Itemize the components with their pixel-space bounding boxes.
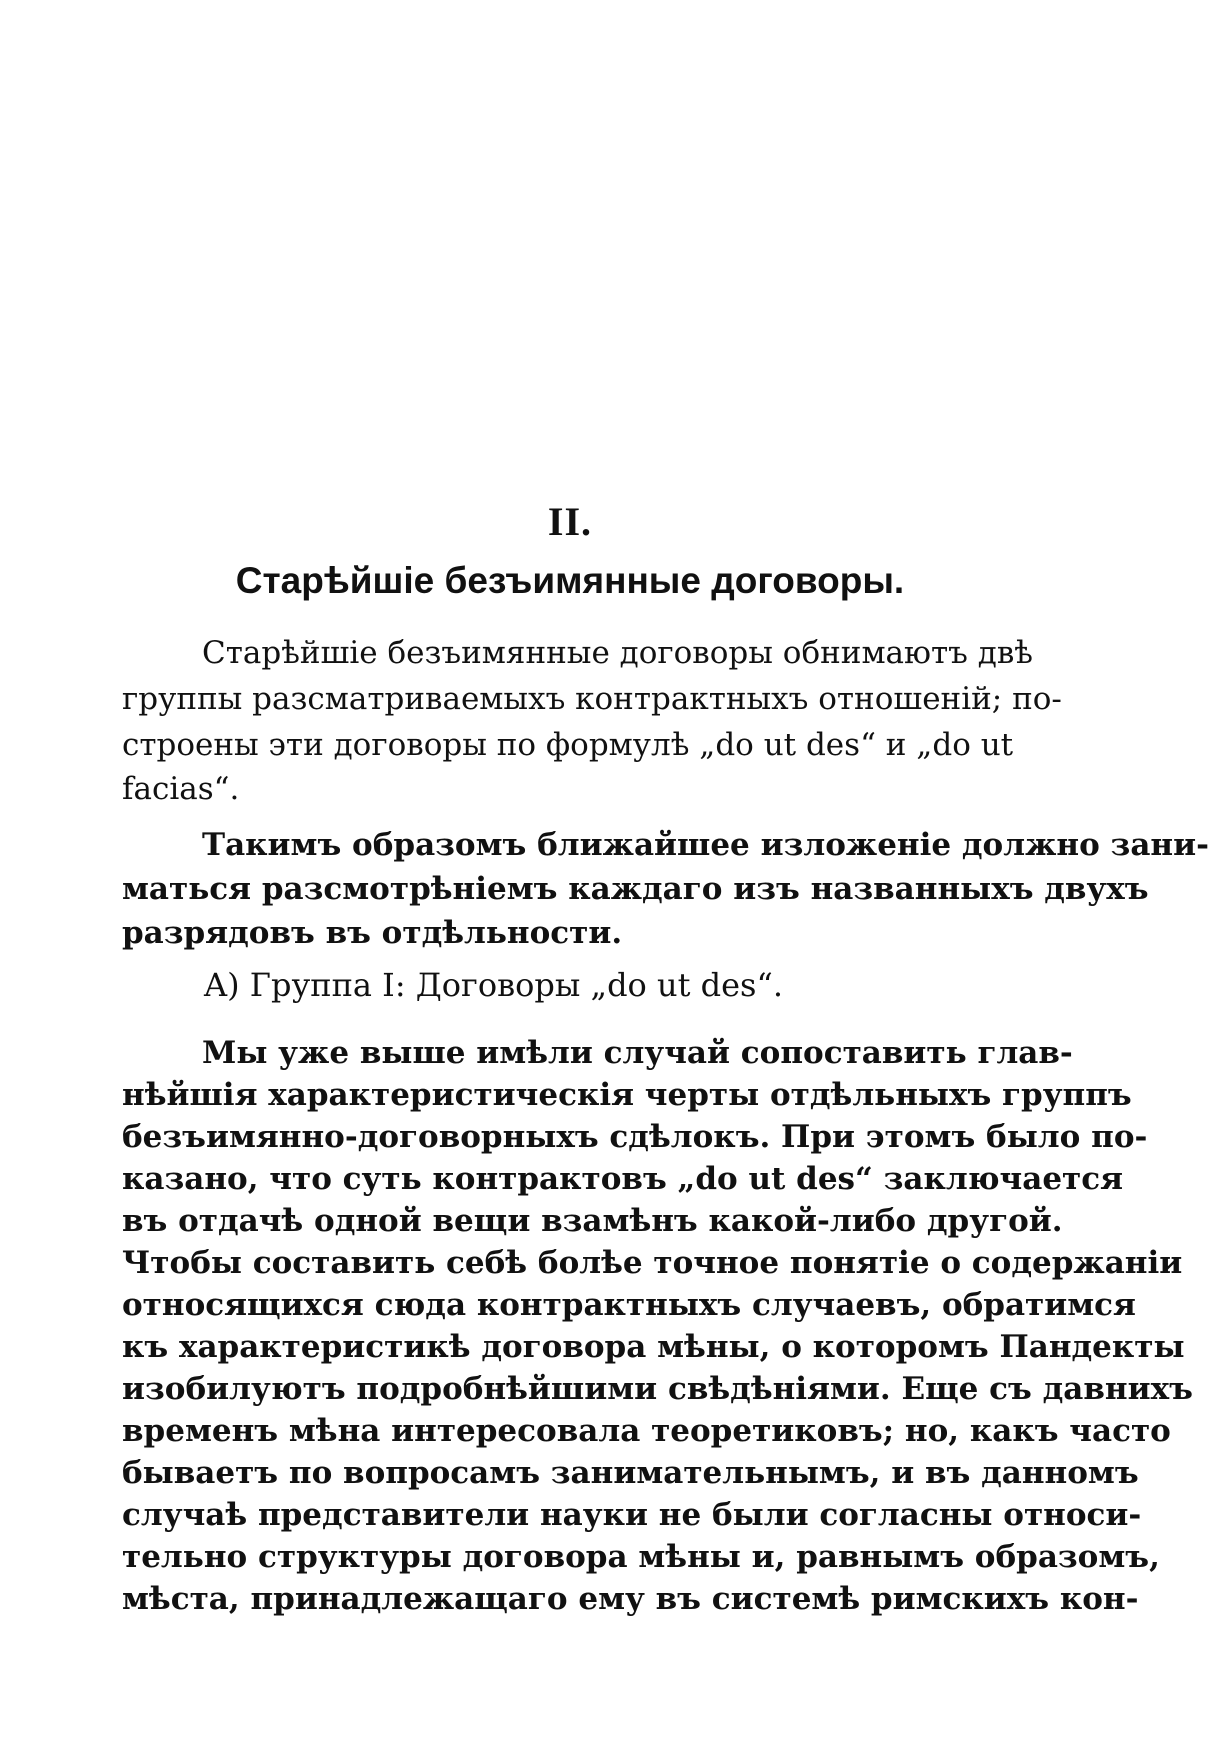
paragraph-2-line-1: Такимъ образомъ ближайшее изложеніе должно зани- [202,827,1209,863]
paragraph-3-line-14: мѣста, принадлежащаго ему въ системѣ римскихъ кон- [122,1581,1139,1617]
paragraph-3-line-8: къ характеристикѣ договора мѣны, о которомъ Пандекты [122,1329,1185,1365]
chapter-title: Старѣйшіе безъимянные договоры. [235,560,905,601]
paragraph-3-line-2: нѣйшія характеристическія черты отдѣльныхъ группъ [122,1077,1132,1113]
paragraph-3-line-10: временъ мѣна интересовала теоретиковъ; но, какъ часто [122,1413,1171,1449]
paragraph-1-line-3: строены эти договоры по формулѣ „do ut des“ и „do ut [122,727,1014,763]
paragraph-3-line-7: относящихся сюда контрактныхъ случаевъ, обратимся [122,1287,1136,1323]
paragraph-3-line-1: Мы уже выше имѣли случай сопоставить глав- [202,1035,1073,1071]
paragraph-3-line-11: бываетъ по вопросамъ занимательнымъ, и въ данномъ [122,1455,1139,1491]
paragraph-2-line-3: разрядовъ въ отдѣльности. [122,915,623,951]
chapter-number: II. [547,499,593,544]
paragraph-3-line-5: въ отдачѣ одной вещи взамѣнъ какой-либо другой. [122,1203,1063,1239]
paragraph-2-line-2: маться разсмотрѣніемъ каждаго изъ названныхъ двухъ [122,871,1149,907]
paragraph-3-line-13: тельно структуры договора мѣны и, равнымъ образомъ, [122,1539,1160,1575]
paragraph-1-line-1: Старѣйшіе безъимянные договоры обнимаютъ двѣ [202,635,1033,671]
paragraph-1-line-2: группы разсматриваемыхъ контрактныхъ отношеній; по- [122,681,1062,717]
paragraph-3-line-3: безъимянно-договорныхъ сдѣлокъ. При этомъ было по- [122,1119,1148,1155]
paragraph-3-line-6: Чтобы составить себѣ болѣе точное понятіе о содержаніи [122,1245,1183,1281]
paragraph-3-line-12: случаѣ представители науки не были согласны относи- [122,1497,1142,1533]
paragraph-3-line-4: казано, что суть контрактовъ „do ut des“ заключается [122,1161,1124,1197]
section-subheading: A) Группа I: Договоры „do ut des“. [204,966,783,1004]
paragraph-3-line-9: изобилуютъ подробнѣйшими свѣдѣніями. Еще съ давнихъ [122,1371,1193,1407]
paragraph-1-line-4: facias“. [122,771,240,807]
